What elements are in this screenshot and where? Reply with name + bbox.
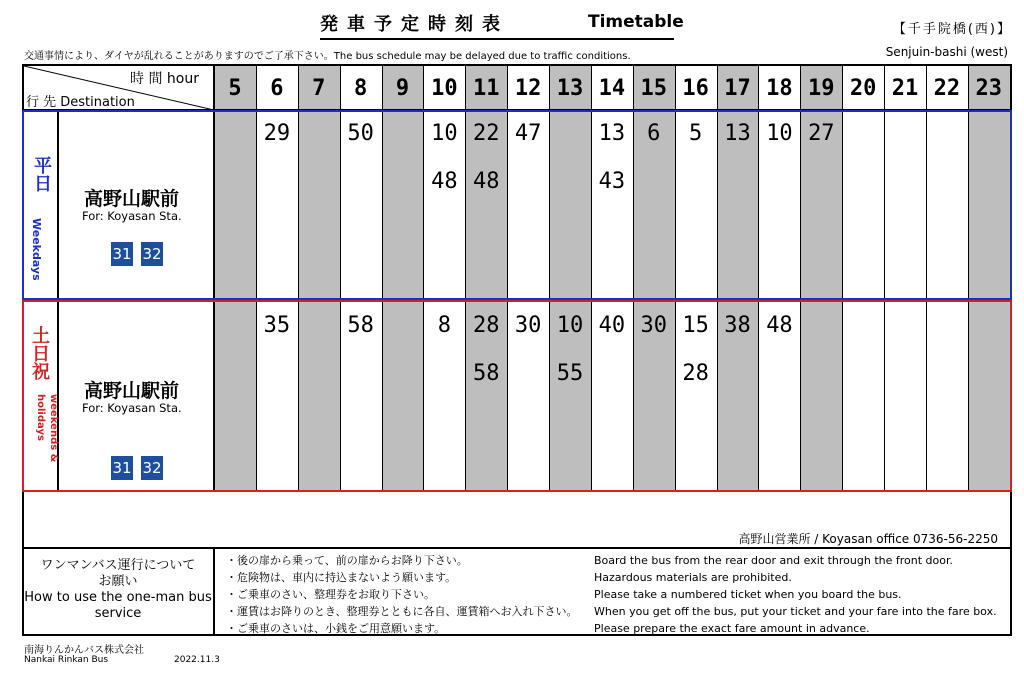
hour-header: 22 [933, 75, 961, 101]
hour-header: 7 [312, 75, 326, 101]
hour-header: 8 [353, 75, 368, 101]
weekday-departure-minute: 29 [263, 121, 291, 146]
company-name-jp: 南海りんかんバス株式会社 [24, 645, 144, 656]
hour-header: 6 [270, 75, 284, 101]
delay-notice: 交通事情により、ダイヤが乱れることがありますのでご了承下さい。The bus schedule may be delayed due to traffic conditions. [24, 51, 631, 62]
rule-item: ・後の扉から乗って、前の扉からお降り下さい。 [226, 554, 468, 567]
hour-header: 14 [598, 75, 626, 101]
destination-label: 行 先 Destination [26, 95, 135, 110]
hour-header: 13 [556, 75, 584, 101]
weekend-departure-minute: 58 [473, 361, 500, 386]
rule-item: Hazardous materials are prohibited. [594, 571, 792, 584]
rule-item: Please prepare the exact fare amount in advance. [594, 622, 870, 635]
issue-date: 2022.11.3 [174, 655, 220, 665]
hour-header: 16 [682, 75, 709, 101]
weekday-departure-minute: 10 [431, 121, 458, 146]
hour-header: 10 [431, 75, 458, 101]
route-badge-32: 32 [141, 456, 163, 480]
howto-line: service [94, 606, 142, 621]
weekend-departure-minute: 28 [473, 313, 500, 338]
weekend-departure-minute: 38 [724, 313, 751, 338]
weekday-departure-minute: 5 [689, 121, 703, 146]
weekend-departure-minute: 28 [682, 361, 709, 386]
hour-header: 12 [514, 75, 542, 101]
weekday-departure-minute: 47 [514, 121, 542, 146]
weekday-departure-minute: 43 [598, 169, 626, 194]
hour-header: 18 [766, 75, 793, 101]
route-badge-31: 31 [111, 242, 133, 266]
title-japanese: 発車予定時刻表 [320, 14, 509, 35]
office-contact: 高野山営業所 / Koyasan office 0736-56-2250 [738, 532, 998, 546]
weekday-departure-minute: 50 [347, 121, 374, 146]
hour-header: 17 [724, 75, 751, 101]
weekday-departure-minute: 48 [431, 169, 458, 194]
hour-header: 19 [808, 75, 835, 101]
rules-japanese [226, 552, 578, 637]
weekday-departure-minute: 10 [766, 121, 793, 146]
rule-item: When you get off the bus, put your ticket and your fare into the fare box. [594, 605, 997, 618]
rule-item: ・ご乗車のさい、整理券をお取り下さい。 [226, 588, 435, 601]
hour-header: 20 [849, 75, 877, 101]
weekend-departure-minute: 35 [263, 313, 291, 338]
footer-separator [22, 547, 1012, 549]
weekday-destination-jp: 高野山駅前 [84, 188, 180, 210]
rule-item: ・危険物は、車内に持込まないよう願います。 [226, 571, 457, 584]
weekday-label-jp: 平日 [31, 156, 52, 192]
weekday-destination-en: For: Koyasan Sta. [82, 209, 182, 223]
company-name-en: Nankai Rinkan Bus [24, 655, 109, 665]
stop-name-english: Senjuin-bashi (west) [885, 45, 1008, 59]
weekend-destination-jp: 高野山駅前 [84, 380, 180, 402]
howto-line: お願い [98, 574, 138, 589]
weekday-departure-minute: 27 [808, 121, 835, 146]
weekday-departure-minute: 13 [598, 121, 626, 146]
rule-item: ・運賃はお降りのとき、整理券とともに各自、運賃箱へお入れ下さい。 [226, 605, 578, 618]
weekend-departure-minute: 10 [556, 313, 584, 338]
route-badge-32: 32 [141, 242, 163, 266]
weekday-departure-minute: 22 [473, 121, 500, 146]
weekend-departure-minute: 58 [347, 313, 374, 338]
rule-item: Please take a numbered ticket when you board the bus. [594, 588, 902, 601]
weekend-departure-minute: 30 [514, 313, 542, 338]
weekend-label-jp: 土日祝 [29, 326, 50, 380]
weekend-label-en: weekends & holidays [35, 394, 59, 463]
weekday-departure-minute: 13 [724, 121, 751, 146]
weekday-departure-minute: 48 [473, 169, 500, 194]
stop-name-japanese: 【千手院橋(西)】 [892, 22, 1012, 37]
hour-header: 23 [975, 75, 1003, 101]
howto-line: How to use the one-man bus [24, 590, 212, 605]
weekday-label-en: Weekdays [30, 218, 43, 281]
hour-header: 5 [228, 75, 242, 101]
weekend-departure-minute: 55 [556, 361, 584, 386]
weekend-departure-minute: 48 [766, 313, 793, 338]
title-underline [320, 38, 674, 40]
rule-item: ・ご乗車のさいは、小銭をご用意願います。 [226, 622, 446, 635]
howto-line: ワンマンバス運行について [40, 558, 196, 573]
weekend-departure-minute: 40 [598, 313, 626, 338]
weekend-departure-minute: 8 [437, 313, 452, 338]
hour-header: 21 [891, 75, 919, 101]
hour-header: 9 [395, 75, 410, 101]
weekend-departure-minute: 15 [682, 313, 709, 338]
howto-title [24, 558, 212, 622]
hour-header: 15 [640, 75, 667, 101]
footer-divider [213, 548, 215, 636]
weekend-destination-en: For: Koyasan Sta. [82, 401, 182, 415]
route-badge-31: 31 [111, 456, 133, 480]
weekend-departure-minute: 30 [640, 313, 668, 338]
hour-label: 時 間 hour [130, 71, 199, 87]
rule-item: Board the bus from the rear door and exit through the front door. [594, 554, 953, 567]
hour-header: 11 [472, 75, 500, 101]
rules-english [594, 552, 997, 637]
title-english: Timetable [588, 12, 684, 32]
weekday-departure-minute: 6 [647, 121, 661, 146]
